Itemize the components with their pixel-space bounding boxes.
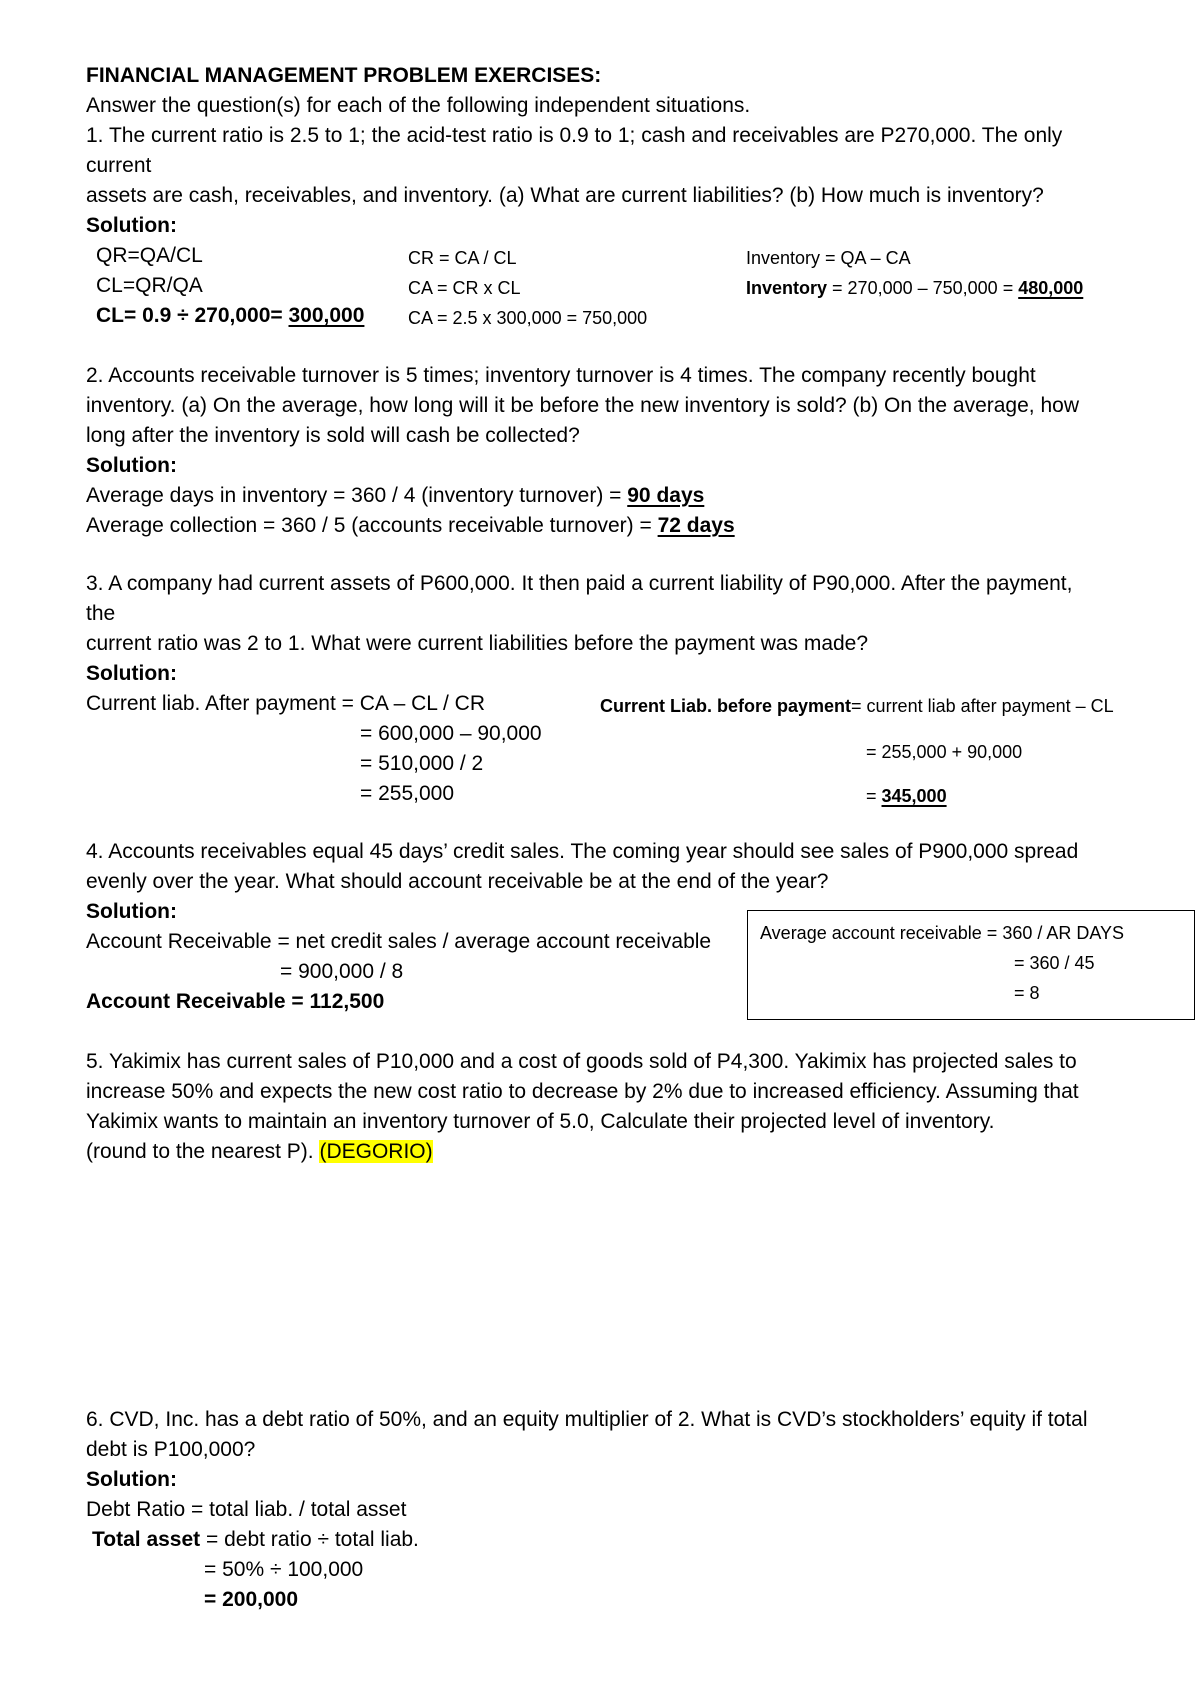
problem-5-text: 5. Yakimix has current sales of P10,000 and a cost of goods sold of P4,300. Yakimix has projected sales to <box>86 1050 1077 1073</box>
problem-2-text: long after the inventory is sold will cash be collected? <box>86 424 580 447</box>
formula: Account Receivable = net credit sales / average account receivable <box>86 930 712 953</box>
answer-line <box>86 482 704 510</box>
formula: CL= 0.9 ÷ 270,000= <box>96 304 283 327</box>
answer-value: 300,000 <box>288 304 365 327</box>
formula: Current liab. After payment = CA – CL / CR <box>86 692 485 715</box>
problem-3-text: 3. A company had current assets of P600,000. It then paid a current liability of P90,000. After the payment, <box>86 572 1073 595</box>
answer-line <box>96 302 364 330</box>
solution-label: Solution: <box>86 214 177 237</box>
problem-6-text: debt is P100,000? <box>86 1438 256 1461</box>
formula: = 255,000 <box>360 782 455 805</box>
formula: = debt ratio ÷ total liab. <box>200 1528 419 1551</box>
problem-2-text: inventory. (a) On the average, how long will it be before the new inventory is sold? (b) On the average, how <box>86 394 1079 417</box>
solution-label: Solution: <box>86 662 177 685</box>
answer-value: 72 days <box>657 514 735 537</box>
answer-line <box>86 512 735 540</box>
formula: = 360 / 45 <box>1014 953 1095 973</box>
problem-text: (round to the nearest P). <box>86 1140 320 1163</box>
problem-1-text: current <box>86 154 152 177</box>
formula: Average collection = 360 / 5 (accounts receivable turnover) = <box>86 514 658 537</box>
answer-line: Account Receivable = 112,500 <box>86 990 385 1013</box>
formula-label: Inventory <box>746 278 828 298</box>
formula: = 900,000 / 8 <box>280 960 404 983</box>
formula: = 255,000 + 90,000 <box>866 742 1023 762</box>
formula: = 270,000 – 750,000 = <box>827 278 1019 298</box>
formula: Inventory = QA – CA <box>746 248 911 268</box>
formula-label: Total asset <box>92 1528 201 1551</box>
formula: Average days in inventory = 360 / 4 (inventory turnover) = <box>86 484 628 507</box>
problem-4-text: evenly over the year. What should account receivable be at the end of the year? <box>86 870 829 893</box>
problem-4-text: 4. Accounts receivables equal 45 days’ credit sales. The coming year should see sales of P900,000 spread <box>86 840 1079 863</box>
formula: CA = CR x CL <box>408 278 521 298</box>
problem-3-text: the <box>86 602 116 625</box>
formula-label: Current Liab. before payment <box>600 696 852 716</box>
problem-5-text: Yakimix wants to maintain an inventory turnover of 5.0, Calculate their projected level of inventory. <box>86 1110 995 1133</box>
formula: CL=QR/QA <box>96 274 203 297</box>
formula: = 510,000 / 2 <box>360 752 484 775</box>
problem-2-text: 2. Accounts receivable turnover is 5 times; inventory turnover is 4 times. The company recently bought <box>86 364 1036 387</box>
answer-value: 480,000 <box>1018 278 1084 298</box>
formula: = 50% ÷ 100,000 <box>204 1558 364 1581</box>
formula-line <box>600 692 1114 720</box>
problem-5-text <box>86 1138 433 1166</box>
answer-line <box>746 274 1083 302</box>
highlighted-name: (DEGORIO) <box>319 1140 433 1163</box>
formula-line <box>92 1526 419 1554</box>
answer-value: 345,000 <box>881 786 947 806</box>
page-title: FINANCIAL MANAGEMENT PROBLEM EXERCISES: <box>86 64 602 87</box>
formula: = current liab after payment – CL <box>851 696 1114 716</box>
problem-1-text: assets are cash, receivables, and inventory. (a) What are current liabilities? (b) How much is inventory? <box>86 184 1044 207</box>
solution-label: Solution: <box>86 1468 177 1491</box>
formula: = 600,000 – 90,000 <box>360 722 542 745</box>
solution-label: Solution: <box>86 454 177 477</box>
formula: = 8 <box>1014 983 1040 1003</box>
formula: CR = CA / CL <box>408 248 517 268</box>
formula: Debt Ratio = total liab. / total asset <box>86 1498 407 1521</box>
answer-line <box>866 782 947 810</box>
problem-3-text: current ratio was 2 to 1. What were current liabilities before the payment was made? <box>86 632 869 655</box>
instructions: Answer the question(s) for each of the following independent situations. <box>86 94 751 117</box>
side-note-box <box>747 910 1195 1020</box>
problem-5-text: increase 50% and expects the new cost ratio to decrease by 2% due to increased efficiency. Assuming that <box>86 1080 1079 1103</box>
problem-1-text: 1. The current ratio is 2.5 to 1; the acid-test ratio is 0.9 to 1; cash and receivables are P270,000. The only <box>86 124 1063 147</box>
answer-line: = 200,000 <box>204 1588 299 1611</box>
formula: Average account receivable = 360 / AR DAYS <box>760 923 1125 943</box>
formula: QR=QA/CL <box>96 244 203 267</box>
problem-6-text: 6. CVD, Inc. has a debt ratio of 50%, and an equity multiplier of 2. What is CVD’s stockholders’ equity if total <box>86 1408 1088 1431</box>
solution-label: Solution: <box>86 900 177 923</box>
answer-value: 90 days <box>627 484 705 507</box>
formula: CA = 2.5 x 300,000 = 750,000 <box>408 308 648 328</box>
formula: = <box>866 786 882 806</box>
